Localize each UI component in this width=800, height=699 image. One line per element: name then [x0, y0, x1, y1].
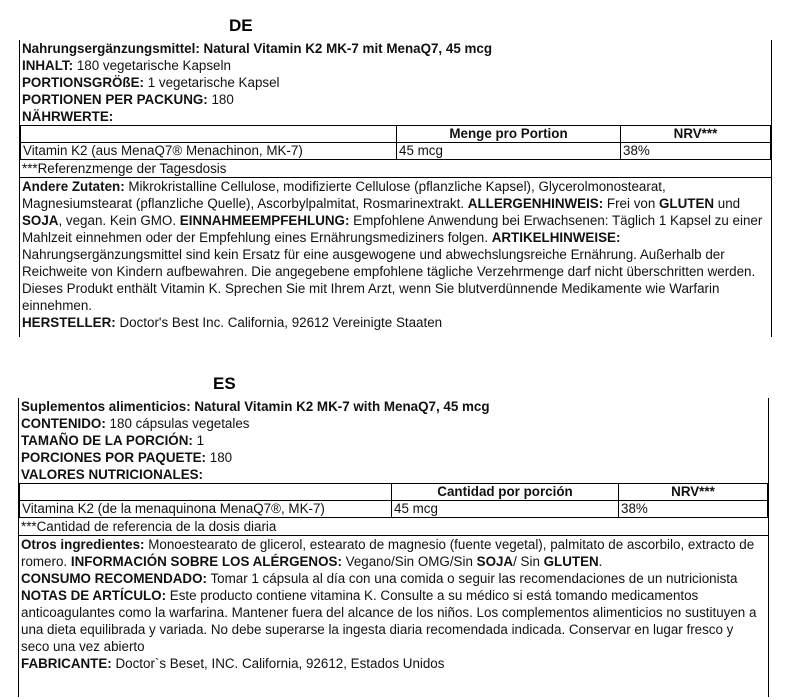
content-row [19, 415, 768, 432]
soy-word: SOJA [22, 213, 59, 228]
allergen-and: und [714, 196, 741, 211]
other-ingredients-text: Monoestearato de glicerol, estearato de magnesio (fuente vegetal), palmitato de ascorbilo, extracto de romero. [21, 537, 755, 569]
header-blank-cell [20, 484, 392, 501]
serving-size-row [19, 432, 768, 449]
content-value: 180 cápsulas vegetales [109, 416, 250, 431]
language-heading-de: DE [229, 16, 253, 35]
header-amount: Cantidad por porción [392, 484, 619, 501]
label-panel-de [19, 40, 772, 337]
soy-word: SOJA [476, 554, 514, 569]
manufacturer-row [20, 314, 771, 331]
header-nrv: NRV*** [619, 484, 768, 501]
nutrient-amount: 45 mcg [397, 143, 621, 160]
allergen-text-1: Frei von [603, 196, 659, 211]
product-row [20, 40, 771, 57]
nutrition-table [20, 125, 771, 160]
manufacturer-row [19, 655, 768, 672]
servings-per-pack-label: PORTIONEN PER PACKUNG: [22, 92, 208, 107]
servings-per-pack-value: 180 [211, 92, 234, 107]
other-ingredients-text: Mikrokristalline Cellulose, modifizierte Cellulose (pflanzliche Kapsel), Glycerolmonostearat, Magnesiumstearat (pflanzliche Quelle), Ascorbylpalmitat, Rosmarinextrakt. [22, 179, 666, 211]
nutrition-table [19, 483, 768, 518]
article-notes-label: ARTIKELHINWEISE: [491, 230, 621, 245]
article-notes-text: Nahrungsergänzungsmittel sind kein Ersatz für eine ausgewogene und abwechslungsreiche Ernährung. Außerhalb der Reichweite von Kindern aufbewahren. Die angegebene empfohlene tägliche Verzehrmenge darf nicht überschritten werden. Dieses Produkt enthält Vitamin K. Sprechen Sie mit Ihrem Arzt, wenn Sie blutverdünnende Medikamente wie Warfarin einnehmen. [22, 247, 756, 313]
nutrient-amount: 45 mcg [392, 501, 619, 518]
other-ingredients-label: Otros ingredientes: [21, 537, 145, 552]
servings-per-pack-label: PORCIONES POR PAQUETE: [21, 450, 207, 465]
table-row [21, 143, 771, 160]
product-row [19, 398, 768, 415]
article-notes-text: Este producto contiene vitamina K. Consulte a su médico si está tomando medicamentos anticoagulantes como la warfarina. Mantener fuera del alcance de los niños. Los complementos alimenticios no sustituyen a una dieta equilibrada y variada. No debe superarse la ingesta diaria recomendada indicada. Conservar en lugar fresco y seco una vez abierto [21, 588, 757, 654]
table-header-row [21, 126, 771, 143]
reference-note: ***Cantidad de referencia de la dosis diaria [19, 518, 768, 536]
content-label: INHALT: [22, 58, 74, 73]
serving-size-row [20, 74, 771, 91]
header-blank-cell [21, 126, 397, 143]
header-nrv: NRV*** [621, 126, 771, 143]
product-label: Suplementos alimenticios: [21, 399, 191, 414]
table-row [20, 501, 768, 518]
gluten-word: GLUTEN [543, 554, 599, 569]
intake-text: Empfohlene Anwendung bei Erwachsenen: Täglich 1 Kapsel zu einer Mahlzeit einnehmen oder der Empfehlung eines Ernährungsmediziners folgen. [22, 213, 763, 245]
manufacturer-label: HERSTELLER: [22, 315, 116, 330]
product-value: Natural Vitamin K2 MK-7 mit MenaQ7, 45 mcg [203, 41, 493, 56]
content-value: 180 vegetarische Kapseln [76, 58, 231, 73]
nutrition-heading: VALORES NUTRICIONALES: [21, 467, 204, 482]
article-notes-label: NOTAS DE ARTÍCULO: [21, 588, 167, 603]
allergen-label: ALLERGENHINWEIS: [467, 196, 604, 211]
servings-per-pack-row [20, 91, 771, 108]
allergen-text-1: Vegano/Sin OMG/Sin [341, 554, 477, 569]
ingredients-paragraph [20, 178, 771, 314]
allergen-text-2: / Sin [513, 554, 544, 569]
gluten-word: GLUTEN [659, 196, 715, 211]
table-header-row [20, 484, 768, 501]
servings-per-pack-row [19, 449, 768, 466]
serving-size-label: TAMAÑO DE LA PORCIÓN: [21, 433, 193, 448]
servings-per-pack-value: 180 [209, 450, 233, 465]
manufacturer-text: Doctor`s Beset, INC. California, 92612, Estados Unidos [111, 656, 445, 671]
manufacturer-label: FABRICANTE: [21, 656, 112, 671]
intake-label: CONSUMO RECOMENDADO: [21, 571, 207, 586]
nutrient-nrv: 38% [619, 501, 768, 518]
intake-text: Tomar 1 cápsula al día con una comida o seguir las recomendaciones de un nutricionista [206, 571, 738, 586]
nutrient-name: Vitamina K2 (de la menaquinona MenaQ7®, MK-7) [20, 501, 392, 518]
intake-label: EINNAHMEEMPFEHLUNG: [179, 213, 350, 228]
reference-note: ***Referenzmenge der Tagesdosis [20, 160, 771, 178]
nutrition-heading: NÄHRWERTE: [22, 109, 114, 124]
nutrient-nrv: 38% [621, 143, 771, 160]
manufacturer-text: Doctor's Best Inc. California, 92612 Vereinigte Staaten [115, 315, 443, 330]
serving-size-value: 1 [196, 433, 205, 448]
product-value: Natural Vitamin K2 MK-7 with MenaQ7, 45 mcg [194, 399, 490, 414]
nutrient-name: Vitamin K2 (aus MenaQ7® Menachinon, MK-7) [21, 143, 397, 160]
allergen-text-2: , vegan. Kein GMO. [58, 213, 180, 228]
content-label: CONTENIDO: [21, 416, 106, 431]
allergen-label: INFORMACIÓN SOBRE LOS ALÉRGENOS: [70, 554, 342, 569]
content-row [20, 57, 771, 74]
allergen-text-3: . [598, 554, 603, 569]
other-ingredients-label: Andere Zutaten: [22, 179, 125, 194]
header-amount: Menge pro Portion [397, 126, 621, 143]
language-heading-es: ES [213, 374, 236, 393]
product-label: Nahrungsergänzungsmittel: [22, 41, 200, 56]
label-panel-es [18, 398, 769, 697]
serving-size-value: 1 vegetarische Kapsel [147, 75, 280, 90]
ingredients-paragraph [19, 536, 768, 655]
serving-size-label: PORTIONSGRÖßE: [22, 75, 145, 90]
